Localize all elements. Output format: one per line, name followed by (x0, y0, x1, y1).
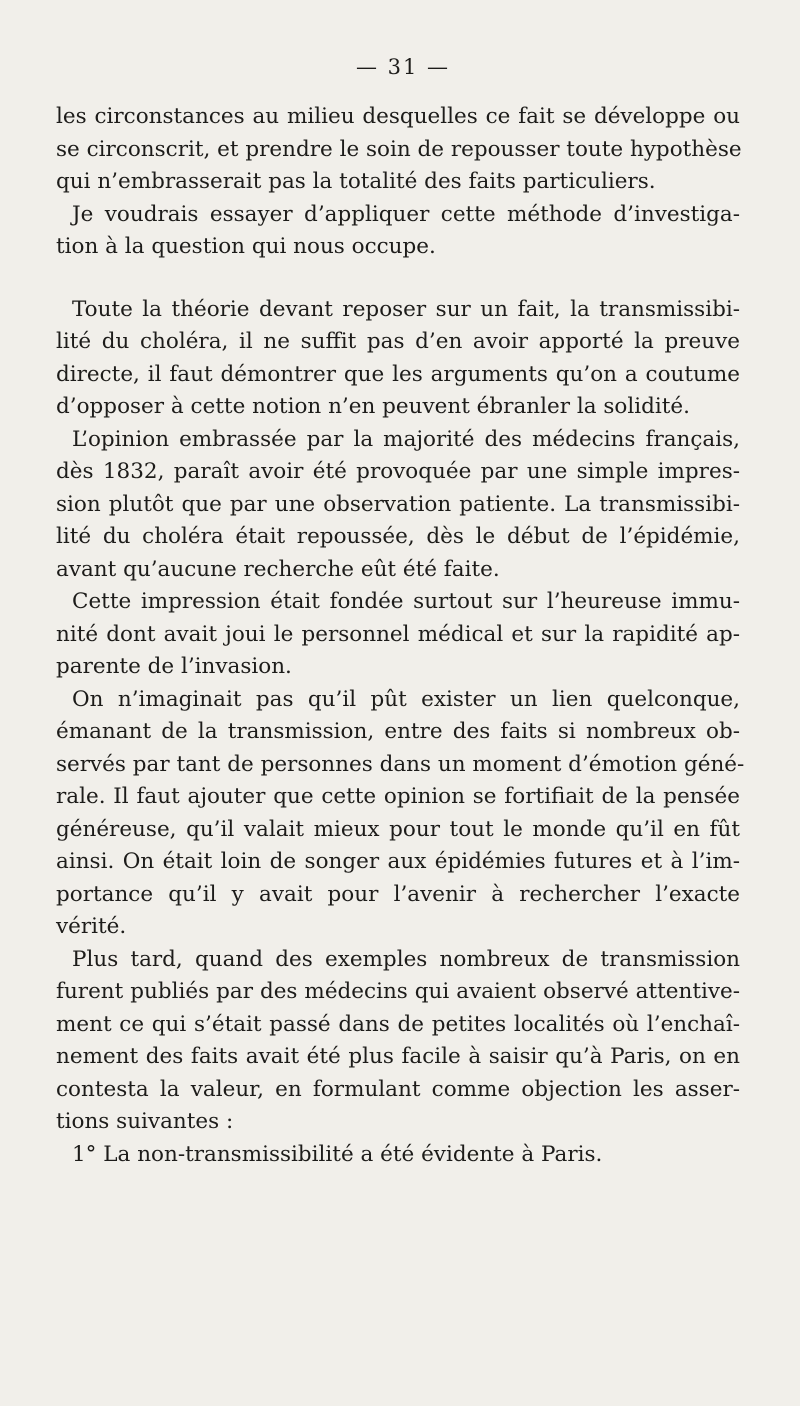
text-line: On n’imaginait pas qu’il pût exister un lien quelconque, (72, 686, 740, 712)
text-line: portance qu’il y avait pour l’avenir à rechercher l’exacte (56, 881, 740, 907)
text-line: 1° La non-transmissibilité a été évidente à Paris. (72, 1141, 603, 1167)
paragraph (56, 199, 740, 264)
text-line: Plus tard, quand des exemples nombreux de transmission (72, 946, 740, 972)
text-line: Je voudrais essayer d’appliquer cette méthode d’investiga- (72, 201, 740, 227)
page-number: — 31 — (355, 55, 451, 79)
text-line: Cette impression était fondée surtout sur l’heureuse immu- (72, 589, 740, 614)
paragraph (56, 101, 740, 199)
text-line: rale. Il faut ajouter que cette opinion se fortifiait de la pensée (56, 784, 740, 809)
text-line: ainsi. On était loin de songer aux épidémies futures et à l’im- (56, 849, 740, 874)
text-line: tion à la question qui nous occupe. (56, 234, 436, 259)
text-line: les circonstances au milieu desquelles ce fait se développe ou (56, 104, 740, 129)
paragraph (56, 1139, 740, 1172)
paragraph (56, 294, 740, 424)
text-line: servés par tant de personnes dans un moment d’émotion géné- (56, 751, 745, 777)
text-line: nement des faits avait été plus facile à saisir qu’à Paris, on en (56, 1044, 740, 1069)
text-line: parente de l’invasion. (56, 654, 292, 679)
paragraph-gap (56, 264, 740, 294)
text-line: vérité. (56, 914, 127, 939)
text-line: dès 1832, paraît avoir été provoquée par une simple impres- (56, 459, 740, 484)
text-line: qui n’embrasserait pas la totalité des faits particuliers. (56, 169, 656, 194)
text-line: d’opposer à cette notion n’en peuvent ébranler la solidité. (56, 394, 690, 419)
text-line: avant qu’aucune recherche eût été faite. (56, 556, 500, 582)
text-line: directe, il faut démontrer que les arguments qu’on a coutume (56, 361, 740, 387)
text-line: généreuse, qu’il valait mieux pour tout le monde qu’il en fût (56, 816, 740, 842)
paragraph (56, 424, 740, 587)
text-line: L’opinion embrassée par la majorité des médecins français, (72, 426, 740, 452)
text-line: émanant de la transmission, entre des faits si nombreux ob- (56, 719, 740, 744)
text-line: ment ce qui s’était passé dans de petites localités où l’enchaî- (56, 1011, 740, 1037)
paragraph (56, 944, 740, 1139)
text-line: furent publiés par des médecins qui avaient observé attentive- (56, 979, 740, 1004)
text-line: Toute la théorie devant reposer sur un fait, la transmissibi- (72, 296, 740, 322)
paragraph (56, 684, 745, 944)
text-line: tions suivantes : (56, 1109, 234, 1134)
paragraph (56, 586, 740, 684)
text-line: contesta la valeur, en formulant comme objection les asser- (56, 1076, 740, 1102)
text-line: lité du choléra, il ne suffit pas d’en avoir apporté la preuve (56, 329, 740, 354)
text-line: sion plutôt que par une observation patiente. La transmissibi- (56, 491, 740, 517)
text-line: se circonscrit, et prendre le soin de repousser toute hypothèse (56, 136, 742, 162)
text-line: lité du choléra était repoussée, dès le début de l’épidémie, (56, 524, 740, 549)
text-line: nité dont avait joui le personnel médical et sur la rapidité ap- (56, 621, 740, 647)
